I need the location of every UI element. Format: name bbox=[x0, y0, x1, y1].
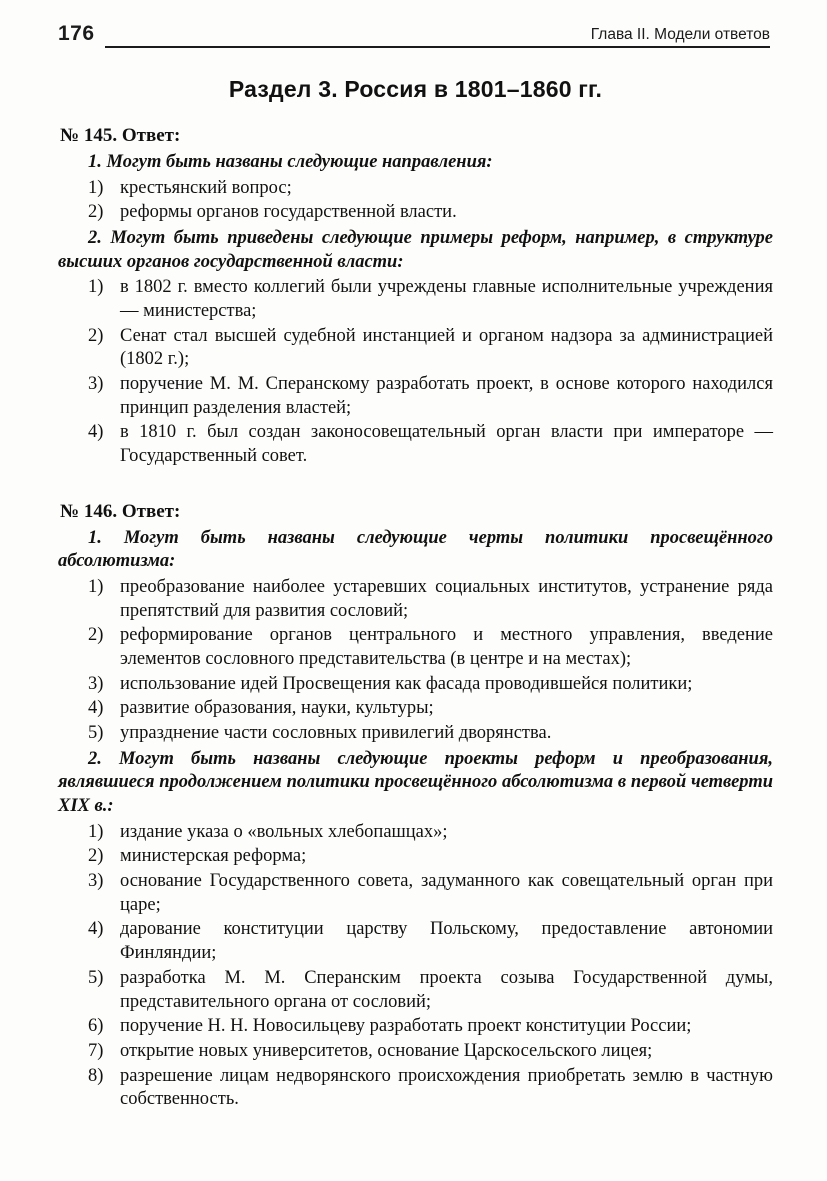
list-item bbox=[58, 673, 773, 697]
list-item-marker: 2) bbox=[88, 846, 104, 867]
list-item bbox=[58, 918, 773, 965]
list-item bbox=[58, 177, 773, 201]
list-item bbox=[58, 697, 773, 721]
list-item bbox=[58, 325, 773, 372]
list-item-marker: 8) bbox=[88, 1065, 104, 1086]
list-item-marker: 3) bbox=[88, 871, 104, 892]
page-number: 176 bbox=[58, 22, 95, 45]
list-item-text: в 1810 г. был создан законосовещательный орган власти при императоре — Государственный совет. bbox=[120, 422, 773, 467]
list-item-marker: 3) bbox=[88, 374, 104, 395]
list-item-text: издание указа о «вольных хлебопашцах»; bbox=[120, 821, 448, 842]
list-item-marker: 5) bbox=[88, 723, 104, 744]
list-item-text: реформы органов государственной власти. bbox=[120, 202, 457, 223]
answer-part-lead: 1. Могут быть названы следующие направления: bbox=[88, 152, 493, 172]
list-item-marker: 1) bbox=[88, 177, 104, 198]
list-item-marker: 5) bbox=[88, 967, 104, 988]
list-item bbox=[58, 722, 773, 746]
answer-item-list bbox=[58, 576, 773, 746]
list-item bbox=[58, 1065, 773, 1112]
list-item-text: развитие образования, науки, культуры; bbox=[120, 698, 434, 719]
answer-item-list bbox=[58, 276, 773, 468]
list-item-marker: 3) bbox=[88, 673, 104, 694]
answer-item-list bbox=[58, 177, 773, 225]
list-item-text: использование идей Просвещения как фасада проводившейся политики; bbox=[120, 673, 693, 694]
header-divider bbox=[105, 46, 770, 48]
list-item bbox=[58, 421, 773, 468]
list-item bbox=[58, 373, 773, 420]
list-item bbox=[58, 821, 773, 845]
list-item-text: крестьянский вопрос; bbox=[120, 177, 292, 198]
answer-heading: № 145. Ответ: bbox=[60, 125, 181, 146]
list-item-text: министерская реформа; bbox=[120, 846, 307, 867]
list-item-marker: 6) bbox=[88, 1016, 104, 1037]
answer-heading: № 146. Ответ: bbox=[60, 500, 181, 522]
list-item-marker: 4) bbox=[88, 698, 104, 719]
list-item-marker: 4) bbox=[88, 919, 104, 940]
list-item-text: упразднение части сословных привилегий дворянства. bbox=[120, 723, 552, 744]
answer-block bbox=[58, 125, 773, 469]
list-item-text: поручение Н. Н. Новосильцеву разработать проект конституции России; bbox=[120, 1016, 692, 1037]
answer-block bbox=[58, 501, 773, 1112]
list-item bbox=[58, 967, 773, 1014]
answer-item-list bbox=[58, 821, 773, 1112]
answer-part-lead: 2. Могут быть приведены следующие примеры реформ, например, в структуре высших органов государственной власти: bbox=[58, 228, 773, 272]
list-item-text: реформирование органов центрального и местного управления, введение элементов сословного представительства (в центре и на местах); bbox=[120, 625, 773, 670]
section-title: Раздел 3. Россия в 1801–1860 гг. bbox=[228, 76, 603, 102]
list-item-text: в 1802 г. вместо коллегий были учреждены главные исполнительные учреждения — министерства; bbox=[120, 277, 773, 322]
list-item bbox=[58, 1015, 773, 1039]
list-item-text: поручение М. М. Сперанскому разработать проект, в основе которого находился принцип разделения властей; bbox=[120, 374, 773, 418]
list-item-text: основание Государственного совета, задуманного как совещательный орган при царе; bbox=[120, 871, 773, 915]
list-item bbox=[58, 870, 773, 917]
list-item-marker: 4) bbox=[88, 422, 104, 443]
list-item-text: открытие новых университетов, основание Царскосельского лицея; bbox=[120, 1040, 653, 1061]
list-item-marker: 7) bbox=[88, 1040, 104, 1061]
list-item bbox=[58, 276, 773, 323]
list-item-marker: 1) bbox=[88, 821, 104, 842]
list-item bbox=[58, 624, 773, 671]
list-item-marker: 1) bbox=[88, 577, 104, 598]
list-item-text: Сенат стал высшей судебной инстанцией и органом надзора за администрацией (1802 г.); bbox=[120, 325, 773, 370]
answer-part-lead: 1. Могут быть названы следующие черты политики просвещённого абсолютизма: bbox=[58, 527, 773, 572]
answer-part-lead: 2. Могут быть названы следующие проекты реформ и преобразования, являвшиеся продолжением политики просвещённого абсолютизма в первой четверти XIX в.: bbox=[58, 748, 773, 817]
list-item bbox=[58, 845, 773, 869]
list-item-text: разработка М. М. Сперанским проекта созыва Государственной думы, представительного органа от сословий; bbox=[120, 967, 773, 1012]
chapter-title: Глава II. Модели ответов bbox=[590, 26, 770, 43]
list-item bbox=[58, 201, 773, 225]
page-header bbox=[58, 22, 770, 46]
list-item-marker: 2) bbox=[88, 202, 104, 223]
list-item-marker: 2) bbox=[88, 625, 104, 646]
list-item bbox=[58, 1040, 773, 1064]
list-item-text: преобразование наиболее устаревших социальных институтов, устранение ряда препятствий для развития сословий; bbox=[120, 577, 773, 621]
list-item-marker: 1) bbox=[88, 277, 104, 298]
list-item-text: разрешение лицам недворянского происхождения приобретать землю в частную собственность. bbox=[120, 1065, 773, 1110]
page-content bbox=[58, 64, 773, 1118]
list-item-text: дарование конституции царству Польскому, предоставление автономии Финляндии; bbox=[120, 919, 773, 964]
list-item-marker: 2) bbox=[88, 325, 104, 346]
list-item bbox=[58, 576, 773, 623]
